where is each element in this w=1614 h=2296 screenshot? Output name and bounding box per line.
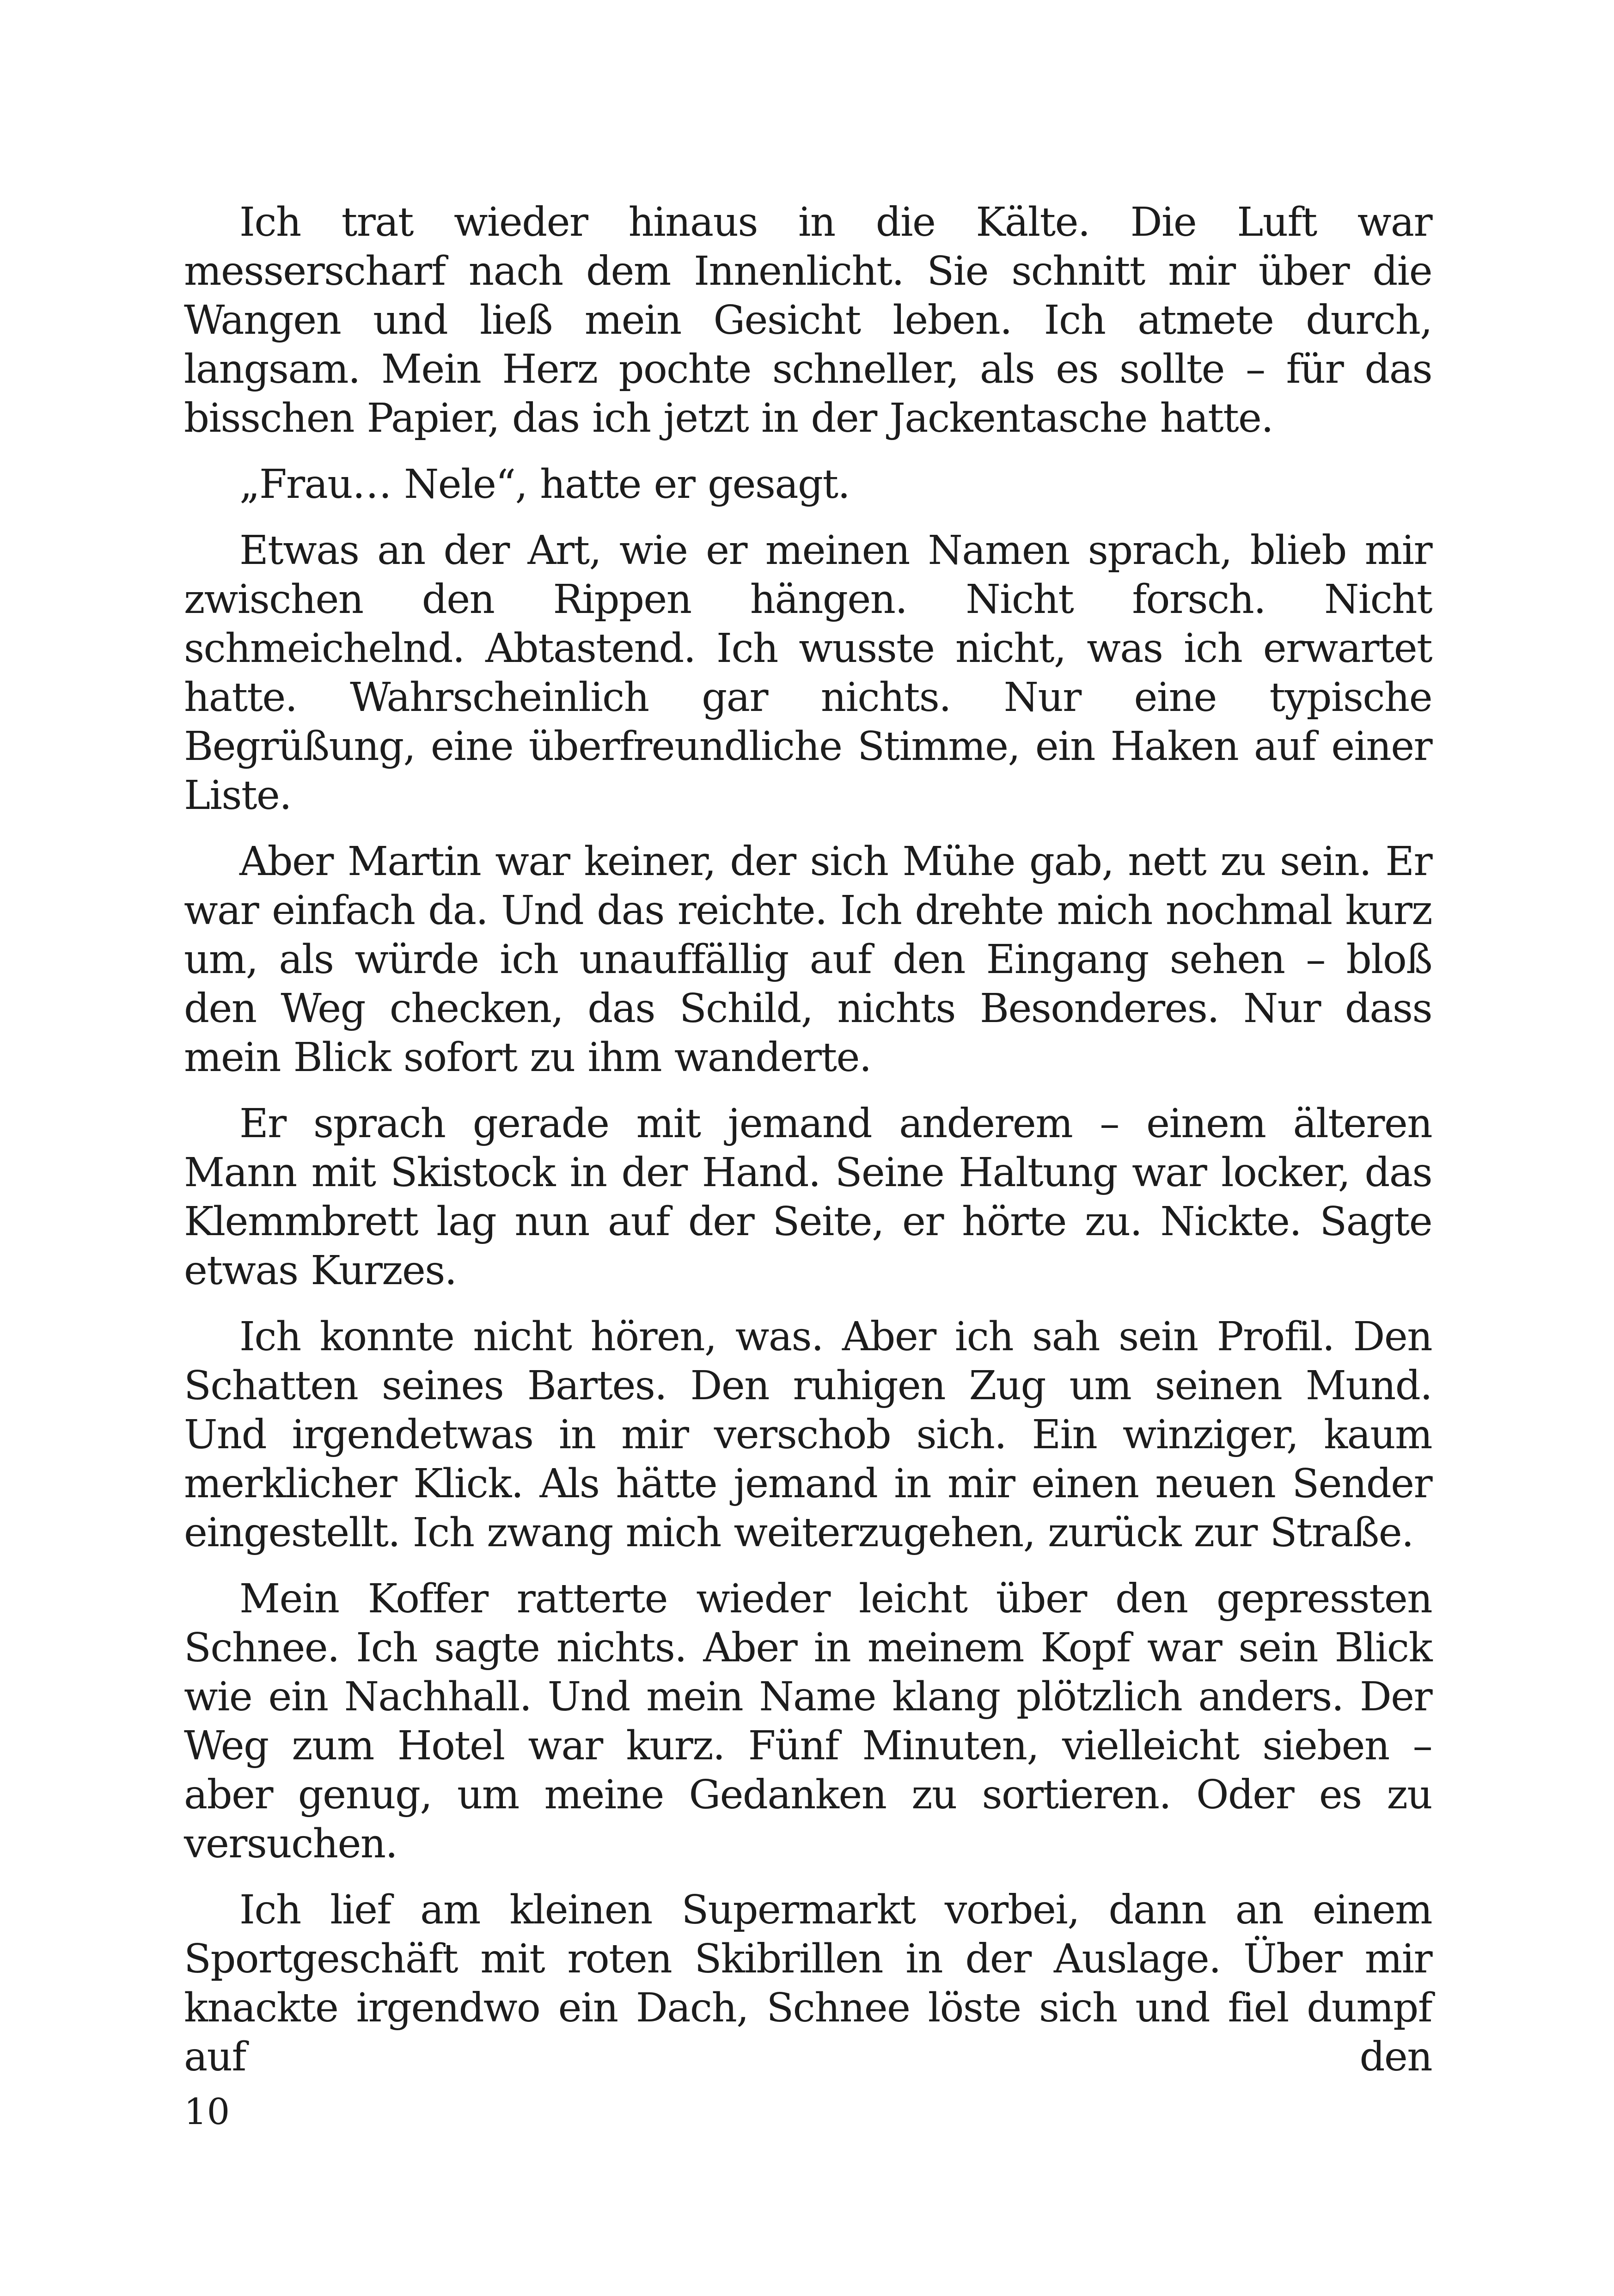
page-body: [184, 198, 1432, 2099]
paragraph: Ich trat wieder hinaus in die Kälte. Die Luft war messerscharf nach dem Innenlicht. Sie schnitt mir über die Wangen und ließ mein Gesicht leben. Ich atmete durch, langsam. Mein Herz pochte schneller, als es sollte – für das bisschen Papier, das ich jetzt in der Jackentasche hatte.: [184, 199, 1432, 441]
page-number: 10: [184, 2091, 230, 2133]
paragraph: Mein Koffer ratterte wieder leicht über den gepressten Schnee. Ich sagte nichts. Aber in meinem Kopf war sein Blick wie ein Nachhall. Und mein Name klang plötzlich anders. Der Weg zum Hotel war kurz. Fünf Minuten, vielleicht sieben – aber genug, um meine Gedanken zu sortieren. Oder es zu versuchen.: [184, 1576, 1432, 1867]
paragraph: Ich konnte nicht hören, was. Aber ich sah sein Profil. Den Schatten seines Bartes. Den ruhigen Zug um seinen Mund. Und irgendetwas in mir verschob sich. Ein winziger, kaum merklicher Klick. Als hätte jemand in mir einen neuen Sender eingestellt. Ich zwang mich weiterzugehen, zurück zur Straße.: [184, 1314, 1432, 1556]
paragraph: „Frau… Nele“, hatte er gesagt.: [239, 461, 850, 508]
paragraph: Aber Martin war keiner, der sich Mühe gab, nett zu sein. Er war einfach da. Und das reichte. Ich drehte mich nochmal kurz um, als würde ich unauffällig auf den Eingang sehen – bloß den Weg checken, das Schild, nichts Besonderes. Nur dass mein Blick sofort zu ihm wanderte.: [184, 839, 1432, 1081]
paragraph: Ich lief am kleinen Supermarkt vorbei, dann an einem Sportgeschäft mit roten Skibrillen in der Auslage. Über mir knackte irgendwo ein Dach, Schnee löste sich und fiel dumpf auf den: [184, 1887, 1432, 2080]
paragraph: Er sprach gerade mit jemand anderem – einem älteren Mann mit Skistock in der Hand. Seine Haltung war locker, das Klemmbrett lag nun auf der Seite, er hörte zu. Nickte. Sagte etwas Kurzes.: [184, 1101, 1432, 1294]
paragraph: Etwas an der Art, wie er meinen Namen sprach, blieb mir zwischen den Rippen hängen. Nicht forsch. Nicht schmeichelnd. Abtastend. Ich wusste nicht, was ich erwartet hatte. Wahrscheinlich gar nichts. Nur eine typische Begrüßung, eine überfreundliche Stimme, ein Haken auf einer Liste.: [184, 527, 1432, 819]
